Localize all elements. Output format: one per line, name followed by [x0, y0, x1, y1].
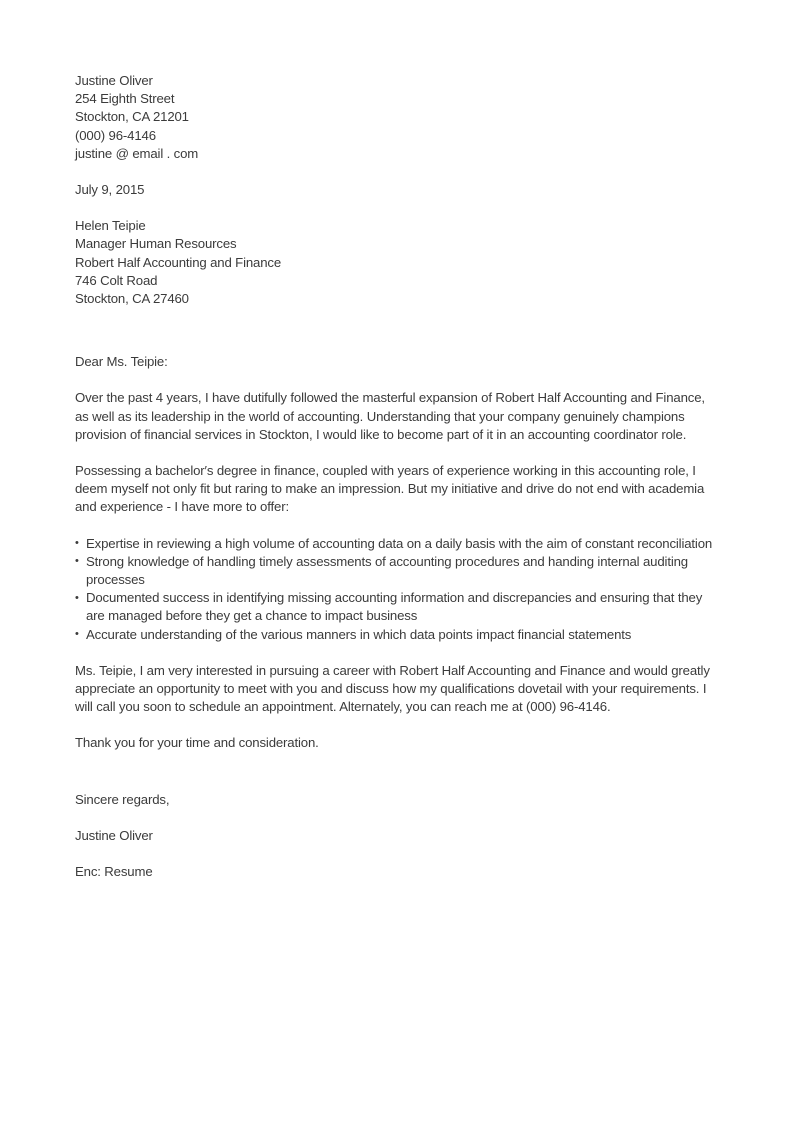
list-item	[75, 626, 713, 644]
body-paragraph-1: Over the past 4 years, I have dutifully followed the masterful expansion of Robert Half Accounting and Finance, as well as its leadership in the world of accounting. Understanding that your company genuinely champions provision of financial services in Stockton, I would like to become part of it in an accounting coordinator role.	[75, 390, 705, 442]
closing-block	[75, 791, 713, 882]
recipient-name: Helen Teipie	[75, 218, 146, 234]
recipient-company: Robert Half Accounting and Finance	[75, 254, 282, 270]
list-item-text: Expertise in reviewing a high volume of accounting data on a daily basis with the aim of constant reconciliation	[86, 535, 713, 551]
recipient-city-state-zip: Stockton, CA 27460	[75, 291, 189, 307]
sender-address-block	[75, 72, 713, 163]
letter-date: July 9, 2015	[75, 182, 145, 198]
sender-city-state-zip: Stockton, CA 21201	[75, 109, 189, 125]
recipient-title: Manager Human Resources	[75, 236, 237, 252]
sender-phone: (000) 96-4146	[75, 127, 156, 143]
body-paragraph-4: Thank you for your time and consideration.	[75, 735, 319, 751]
bullet-icon: •	[75, 555, 79, 568]
qualifications-list	[75, 535, 713, 644]
recipient-street: 746 Colt Road	[75, 272, 158, 288]
list-item-text: Strong knowledge of handling timely assessments of accounting procedures and handing internal auditing processes	[86, 553, 688, 588]
letter-body	[75, 72, 713, 881]
bullet-icon: •	[75, 591, 79, 604]
list-item-text: Documented success in identifying missing accounting information and discrepancies and ensuring that they are managed before they get a chance to impact business	[86, 590, 703, 624]
list-item	[75, 589, 713, 625]
closing-salutation: Sincere regards,	[75, 791, 170, 807]
body-paragraph-3: Ms. Teipie, I am very interested in pursuing a career with Robert Half Accounting and Finance and would greatly appreciate an opportunity to meet with you and discuss how my qualifications dovetail with your requirements. I will call you soon to schedule an appointment. Alternately, you can reach me at (000) 96-4146.	[75, 662, 710, 715]
sender-street: 254 Eighth Street	[75, 91, 175, 107]
sender-name: Justine Oliver	[75, 73, 153, 88]
sender-email: justine @ email . com	[75, 145, 199, 161]
list-item	[75, 535, 713, 553]
recipient-address-block	[75, 217, 713, 308]
salutation: Dear Ms. Teipie:	[75, 354, 168, 370]
enclosure-note: Enc: Resume	[75, 864, 153, 880]
body-paragraph-2: Possessing a bachelor′s degree in finance, coupled with years of experience working in this accounting role, I deem myself not only fit but raring to make an impression. But my initiative and drive do not end with academia and experience - I have more to offer:	[75, 463, 705, 515]
bullet-icon: •	[75, 537, 79, 550]
bullet-icon: •	[75, 628, 79, 641]
list-item-text: Accurate understanding of the various manners in which data points impact financial statements	[86, 626, 632, 642]
signature-name: Justine Oliver	[75, 827, 153, 843]
list-item	[75, 553, 713, 589]
